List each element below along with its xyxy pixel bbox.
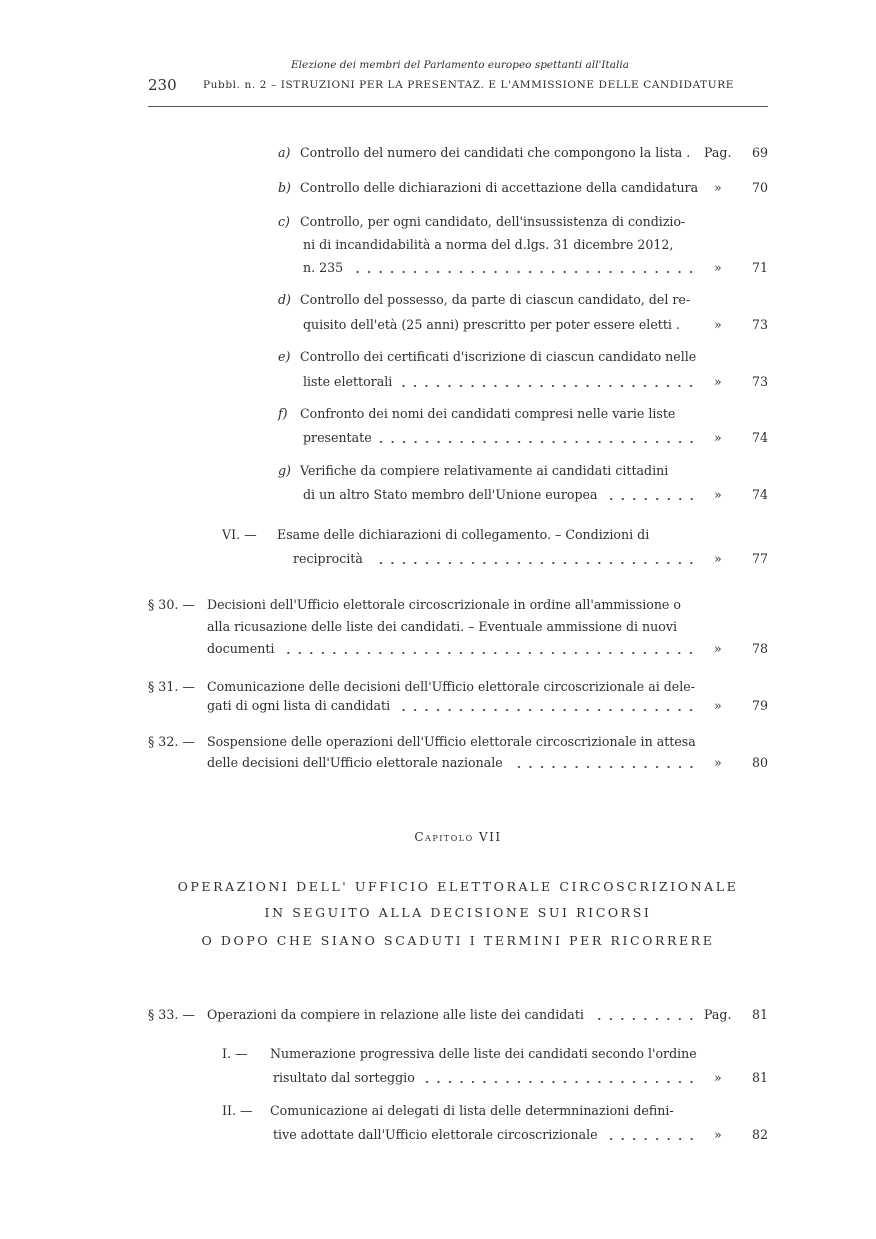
leader-dots: [592, 1006, 697, 1024]
entry-prefix: c): [278, 214, 290, 229]
entry-text: Controllo delle dichiarazioni di accettazione della candidatura: [300, 180, 699, 195]
entry-prefix: b): [278, 180, 291, 195]
page-marker: »: [714, 487, 722, 502]
page-marker: »: [714, 430, 722, 445]
page-marker: »: [714, 317, 722, 332]
entry-line: [300, 291, 690, 309]
leader-dots: [400, 373, 697, 391]
entry-text: Confronto dei nomi dei candidati compresi nelle varie liste: [300, 406, 676, 421]
entry-prefix: II. —: [222, 1103, 253, 1118]
entry-text: Comunicazione ai delegati di lista delle determninazioni defini-: [270, 1103, 674, 1118]
entry-text: Verifiche da compiere relativamente ai candidati cittadini: [300, 463, 669, 478]
entry-prefix: § 30. —: [148, 597, 195, 612]
leader-dots: [371, 550, 697, 568]
entry-text: reciprocità: [293, 551, 363, 566]
entry-text: presentate: [303, 430, 372, 445]
entry-prefix: e): [278, 349, 291, 364]
entry-text: Decisioni dell'Ufficio elettorale circoscrizionale in ordine all'ammissione o: [207, 597, 681, 612]
page-marker: »: [714, 180, 722, 195]
entry-line: [277, 526, 649, 544]
entry-line: [303, 316, 680, 334]
entry-text: Controllo del numero dei candidati che compongono la lista .: [300, 145, 691, 160]
page-marker: »: [714, 755, 722, 770]
entry-text: risultato dal sorteggio: [273, 1070, 415, 1085]
page-ref[interactable]: 70: [751, 180, 768, 195]
entry-line: [300, 144, 690, 162]
page-marker: Pag.: [704, 1007, 732, 1022]
leader-dots: [282, 640, 697, 658]
entry-prefix: I. —: [222, 1046, 248, 1061]
entry-line: [300, 462, 668, 480]
leader-dots: [423, 1069, 697, 1087]
chapter-label: Capitolo VII: [414, 830, 502, 844]
entry-text: documenti: [207, 641, 275, 656]
entry-line: [303, 373, 697, 391]
entry-text: Esame delle dichiarazioni di collegamento. – Condizioni di: [277, 527, 650, 542]
entry-line: [207, 697, 697, 715]
entry-text: ni di incandidabilità a norma del d.lgs. 31 dicembre 2012,: [303, 237, 674, 252]
chapter-title-line: IN SEGUITO ALLA DECISIONE SUI RICORSI: [264, 905, 652, 920]
page-marker: Pag.: [704, 145, 732, 160]
entry-prefix: § 31. —: [148, 679, 195, 694]
header-rule: [148, 106, 768, 107]
entry-text: Controllo, per ogni candidato, dell'insussistenza di condizio-: [300, 214, 686, 229]
leader-dots: [606, 1126, 697, 1144]
page-ref[interactable]: 73: [751, 317, 768, 332]
page-ref[interactable]: 80: [751, 755, 768, 770]
entry-text: Operazioni da compiere in relazione alle liste dei candidati: [207, 1007, 584, 1022]
entry-line: [303, 259, 697, 277]
page-marker: »: [714, 641, 722, 656]
publication-header: Pubbl. n. 2 – ISTRUZIONI PER LA PRESENTAZ. E L'AMMISSIONE DELLE CANDIDATURE: [203, 79, 735, 91]
page-ref[interactable]: 73: [751, 374, 768, 389]
entry-text: Comunicazione delle decisioni dell'Ufficio elettorale circoscrizionale ai dele-: [207, 679, 695, 694]
page-ref[interactable]: 69: [751, 145, 768, 160]
entry-text: Sospensione delle operazioni dell'Ufficio elettorale circoscrizionale in attesa: [207, 734, 696, 749]
page-marker: »: [714, 260, 722, 275]
entry-line: [207, 640, 697, 658]
entry-prefix: a): [278, 145, 291, 160]
entry-line: [303, 236, 673, 254]
entry-line: [270, 1102, 674, 1120]
page-marker: »: [714, 698, 722, 713]
leader-dots: [606, 486, 698, 504]
leader-dots: [351, 259, 697, 277]
page-marker: »: [714, 551, 722, 566]
entry-line: [273, 1126, 697, 1144]
entry-line: [303, 486, 697, 504]
entry-text: gati di ogni lista di candidati: [207, 698, 391, 713]
entry-text: di un altro Stato membro dell'Unione europea: [303, 487, 598, 502]
page-ref[interactable]: 82: [751, 1127, 768, 1142]
entry-text: quisito dell'età (25 anni) prescritto per poter essere eletti .: [303, 317, 680, 332]
entry-prefix: d): [278, 292, 291, 307]
entry-line: [207, 596, 681, 614]
entry-text: liste elettorali: [303, 374, 393, 389]
page-ref[interactable]: 71: [751, 260, 768, 275]
entry-line: [207, 733, 696, 751]
entry-line: [273, 1069, 697, 1087]
entry-line: [207, 678, 695, 696]
entry-prefix: VI. —: [222, 527, 257, 542]
entry-line: [270, 1045, 697, 1063]
entry-line: [300, 213, 685, 231]
entry-line: [207, 754, 697, 772]
entry-text: Controllo dei certificati d'iscrizione di ciascun candidato nelle: [300, 349, 697, 364]
entry-line: [300, 405, 675, 423]
page-ref[interactable]: 77: [751, 551, 768, 566]
page-ref[interactable]: 74: [751, 430, 768, 445]
leader-dots: [511, 754, 697, 772]
entry-line: [207, 1006, 697, 1024]
entry-prefix: g): [278, 463, 291, 478]
entry-text: Controllo del possesso, da parte di ciascun candidato, del re-: [300, 292, 691, 307]
page-marker: »: [714, 1127, 722, 1142]
entry-text: tive adottate dall'Ufficio elettorale circoscrizionale: [273, 1127, 598, 1142]
page-ref[interactable]: 79: [751, 698, 768, 713]
leader-dots: [398, 697, 697, 715]
page-marker: »: [714, 374, 722, 389]
page-marker: »: [714, 1070, 722, 1085]
entry-line: [207, 618, 677, 636]
leader-dots: [380, 429, 697, 447]
entry-prefix: § 33. —: [148, 1007, 195, 1022]
page-ref[interactable]: 74: [751, 487, 768, 502]
chapter-title-line: OPERAZIONI DELL' UFFICIO ELETTORALE CIRCOSCRIZIONALE: [177, 879, 739, 894]
entry-prefix: f): [278, 406, 288, 421]
entry-text: alla ricusazione delle liste dei candidati. – Eventuale ammissione di nuovi: [207, 619, 678, 634]
entry-prefix: § 32. —: [148, 734, 195, 749]
entry-line: [300, 348, 696, 366]
page-number: 230: [148, 76, 177, 94]
entry-text: delle decisioni dell'Ufficio elettorale nazionale: [207, 755, 503, 770]
running-title: Elezione dei membri del Parlamento europeo spettanti all'Italia: [291, 59, 629, 71]
entry-line: [300, 179, 698, 197]
chapter-title-line: O DOPO CHE SIANO SCADUTI I TERMINI PER RICORRERE: [201, 933, 715, 948]
entry-text: n. 235: [303, 260, 344, 275]
entry-line: [303, 429, 697, 447]
page-ref[interactable]: 78: [751, 641, 768, 656]
entry-line: [293, 550, 697, 568]
page-ref[interactable]: 81: [751, 1070, 768, 1085]
entry-text: Numerazione progressiva delle liste dei candidati secondo l'ordine: [270, 1046, 697, 1061]
page-ref[interactable]: 81: [751, 1007, 768, 1022]
